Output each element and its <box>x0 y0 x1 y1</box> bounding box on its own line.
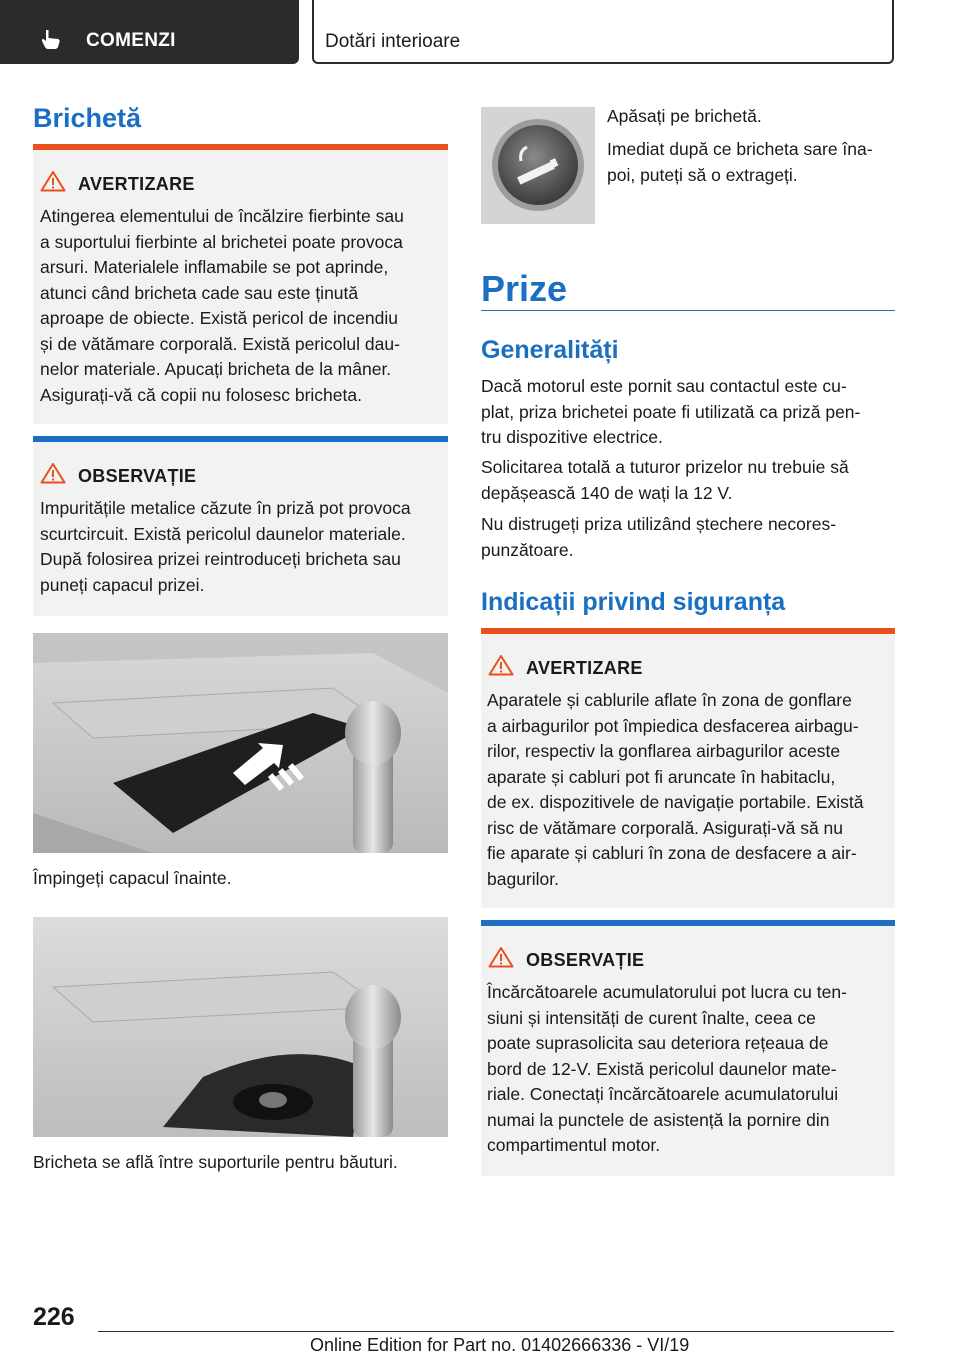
footer-rule <box>98 1331 894 1332</box>
warning-triangle-icon <box>40 170 66 192</box>
lighter-instruction-1: Apăsați pe brichetă. <box>607 106 762 126</box>
photo1-caption: Împingeți capacul înainte. <box>33 868 232 888</box>
general-para-3: Nu distrugeți priza utilizând ștechere necores- punzătoare. <box>481 514 837 560</box>
photo2-caption: Bricheta se află între suporturile pentru băuturi. <box>33 1152 398 1172</box>
warning-text-right: Aparatele și cablurile aflate în zona de gonflare a airbagurilor pot împiedica desfacerea airbagu- rilor, respectiv la gonflarea airbagurilor aceste aparate și cabluri pot fi aruncate în habitaclu, de ex. dispozitivele de navigație portabile. Există risc de vătămare corporală. Asigurați-vă să nu fie aparate și cabluri în zona de desfacere a air- bagurilor. <box>487 690 864 889</box>
photo-slide-cover <box>33 633 448 853</box>
notice-title-right: OBSERVAȚIE <box>526 950 645 970</box>
warning-triangle-icon <box>488 654 514 676</box>
warning-title: AVERTIZARE <box>78 174 195 194</box>
hand-pointer-icon <box>40 28 62 50</box>
notice-text-right: Încărcătoarele acumulatorului pot lucra cu ten- siuni și intensități de curent înalte, ceea ce poate suprasolicita sau deteriora rețeaua de bord de 12-V. Există pericolul daunelor mate- riale. Conectați încărcătoarele acumulatorului numai la punctele de asistență la pornire din compartimentul motor. <box>487 982 847 1155</box>
general-para-1: Dacă motorul este pornit sau contactul este cu- plat, priza brichetei poate fi utilizată ca priză pen- tru dispozitive electrice. <box>481 376 861 447</box>
notice-text: Impuritățile metalice căzute în priză pot provoca scurtcircuit. Există pericolul daunelor materiale. După folosirea prizei reintroduceți bricheta sau puneți capacul prizei. <box>40 498 411 595</box>
heading-rule <box>481 310 895 311</box>
general-para-2: Solicitarea totală a tuturor prizelor nu trebuie să depășească 140 de wați la 12 V. <box>481 457 849 503</box>
heading-bricheta: Brichetă <box>33 103 142 133</box>
notice-triangle-icon <box>40 462 66 484</box>
heading-prize: Prize <box>481 268 568 309</box>
warning-text: Atingerea elementului de încălzire fierbinte sau a suportului fierbinte al brichetei poate provoca arsuri. Materialele inflamabile se pot aprinde, atunci când bricheta cade sau este ținută aproape de obiecte. Există pericol de incendiu și de vătămare corporală. Există pericolul dau- nelor materiale. Apucați bricheta de la mâner. Asigurați-vă că copii nu folosesc bricheta. <box>40 206 404 405</box>
photo-cup-holders <box>33 917 448 1137</box>
subheading-general: Generalități <box>481 336 619 364</box>
notice-title: OBSERVAȚIE <box>78 466 197 486</box>
page-number: 226 <box>33 1303 75 1331</box>
footer-edition: Online Edition for Part no. 01402666336 - VI/19 <box>310 1335 690 1355</box>
section-tab-label[interactable]: COMENZI <box>86 30 176 51</box>
warning-title-right: AVERTIZARE <box>526 658 643 678</box>
subheading-safety: Indicații privind siguranța <box>481 588 786 616</box>
lighter-instruction-2: Imediat după ce bricheta sare îna- poi, puteți să o extrageți. <box>607 139 873 185</box>
chapter-title: Dotări interioare <box>325 31 461 52</box>
photo-lighter-button <box>481 107 595 224</box>
notice-triangle-icon <box>488 946 514 968</box>
